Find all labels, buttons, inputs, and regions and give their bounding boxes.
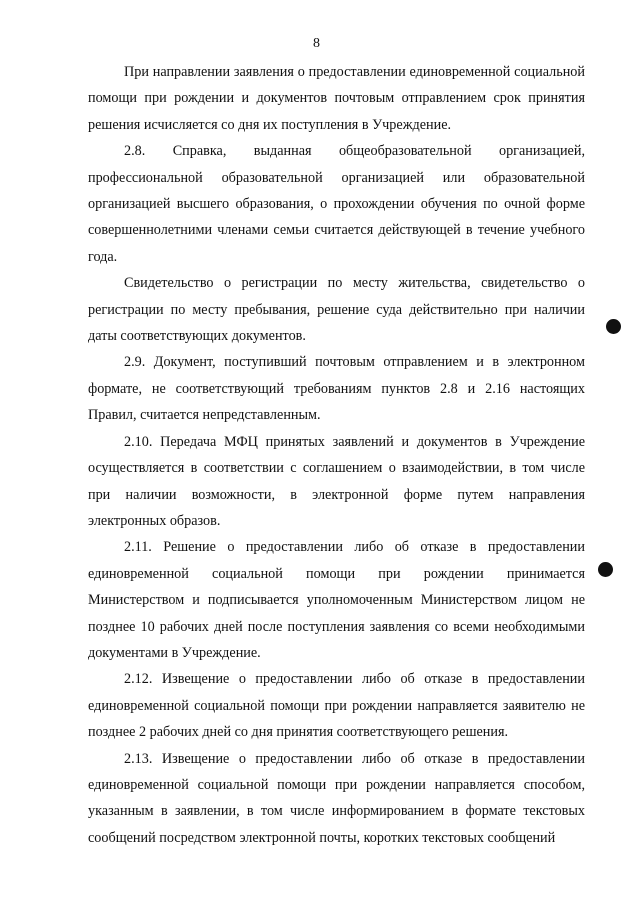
paragraph-2-8: 2.8. Справка, выданная общеобразовательной организацией, профессиональной образовательной организацией или образовательной организацией высшего образования, о прохождении обучения по очной форме совершеннолетними членами семьи считается действующей в течение учебного года. [88, 143, 585, 265]
scan-hole-mark [598, 562, 613, 577]
document-body [88, 59, 585, 851]
page-number: 8 [313, 36, 320, 51]
scan-hole-mark [606, 319, 621, 334]
paragraph-registration-certificate: Свидетельство о регистрации по месту жительства, свидетельство о регистрации по месту пребывания, решение суда действительно при наличии даты соответствующих документов. [88, 275, 585, 345]
paragraph-2-12: 2.12. Извещение о предоставлении либо об отказе в предоставлении единовременной социальной помощи при рождении направляется заявителю не позднее 2 рабочих дней со дня принятия соответствующего решения. [88, 671, 585, 741]
paragraph-2-13: 2.13. Извещение о предоставлении либо об отказе в предоставлении единовременной социальной помощи при рождении направляется способом, указанным в заявлении, в том числе информированием в формате текстовых сообщений посредством электронной почты, коротких текстовых сообщений [88, 750, 585, 846]
paragraph-postal-submission: При направлении заявления о предоставлении единовременной социальной помощи при рождении и документов почтовым отправлением срок принятия решения исчисляется со дня их поступления в Учреждение. [88, 64, 585, 133]
paragraph-2-11: 2.11. Решение о предоставлении либо об отказе в предоставлении единовременной социальной помощи при рождении принимается Министерством и подписывается уполномоченным Министерством лицом не позднее 10 рабочих дней после поступления заявления со всеми необходимыми документами в Учреждение. [88, 539, 585, 661]
paragraph-2-10: 2.10. Передача МФЦ принятых заявлений и документов в Учреждение осуществляется в соответствии с соглашением о взаимодействии, в том числе при наличии возможности, в электронной форме путем направления электронных образов. [88, 433, 585, 529]
paragraph-2-9: 2.9. Документ, поступивший почтовым отправлением и в электронном формате, не соответствующий требованиям пунктов 2.8 и 2.16 настоящих Правил, считается непредставленным. [88, 354, 585, 424]
